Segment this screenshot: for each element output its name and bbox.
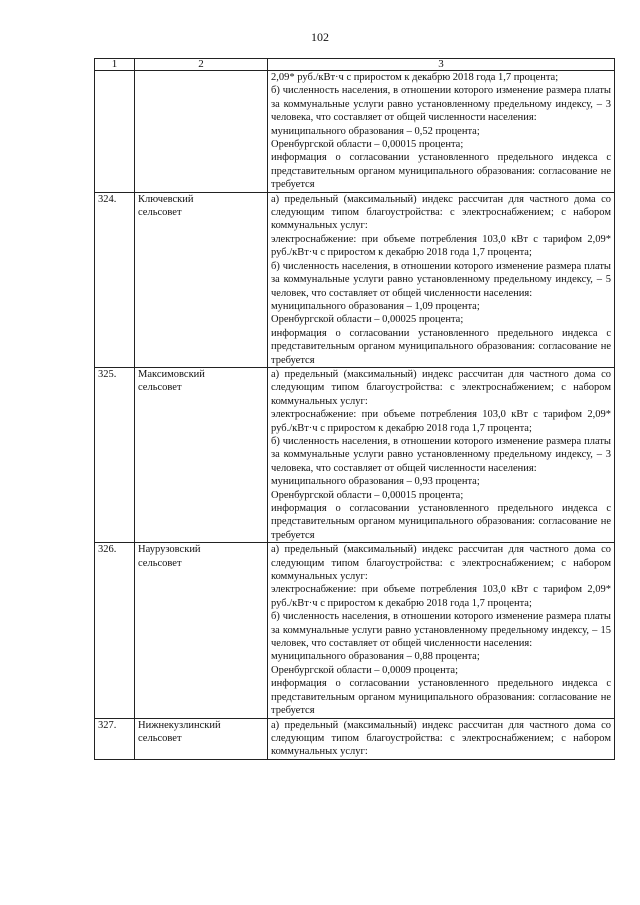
index-description xyxy=(268,71,615,193)
municipality-name-line: сельсовет xyxy=(138,207,182,219)
description-paragraph: б) численность населения, в отношении которого изменение размера платы за коммунальные услуги равно установленному предельному индексу, – 3 человека, что составляет от общей численности населения: xyxy=(271,85,611,124)
row-number xyxy=(95,71,135,193)
description-paragraph: муниципального образования – 0,93 процента; xyxy=(271,476,480,488)
municipality-name-line: сельсовет xyxy=(138,557,182,569)
table-row xyxy=(95,192,615,367)
row-number: 327. xyxy=(95,718,135,759)
description-paragraph: электроснабжение: при объеме потребления 103,0 кВт с тарифом 2,09* руб./кВт·ч с приростом к декабрю 2018 года 1,7 процента; xyxy=(271,233,611,259)
municipality-name-line: Наурузовский xyxy=(138,544,201,556)
municipality-name-line: сельсовет xyxy=(138,382,182,394)
description-paragraph: Оренбургской области – 0,00015 процента; xyxy=(271,139,464,151)
description-paragraph: информация о согласовании установленного предельного индекса с представительным органом муниципального образования: согласование не требуется xyxy=(271,152,611,191)
description-paragraph: Оренбургской области – 0,00015 процента; xyxy=(271,489,464,501)
description-paragraph: электроснабжение: при объеме потребления 103,0 кВт с тарифом 2,09* руб./кВт·ч с приростом к декабрю 2018 года 1,7 процента; xyxy=(271,584,611,609)
table-row xyxy=(95,543,615,718)
index-description xyxy=(268,718,615,759)
page-number: 102 xyxy=(311,30,329,44)
municipality-name xyxy=(135,192,268,367)
description-paragraph: б) численность населения, в отношении которого изменение размера платы за коммунальные услуги равно установленному предельному индексу, – 3 человека, что составляет от общей численности населения: xyxy=(271,435,611,474)
description-paragraph: информация о согласовании установленного предельного индекса с представительным органом муниципального образования: согласование не требуется xyxy=(271,503,611,541)
municipality-name xyxy=(135,71,268,193)
column-header-name: 2 xyxy=(135,59,268,71)
municipality-name-line: Ключевский xyxy=(138,193,194,205)
table-body xyxy=(95,71,615,760)
description-paragraph: Оренбургской области – 0,0009 процента; xyxy=(271,664,458,676)
municipality-name xyxy=(135,543,268,718)
description-paragraph: б) численность населения, в отношении которого изменение размера платы за коммунальные услуги равно установленному предельному индексу, – 15 человек, что составляет от общей численности населения: xyxy=(271,611,611,650)
description-paragraph: электроснабжение: при объеме потребления 103,0 кВт с тарифом 2,09* руб./кВт·ч с приростом к декабрю 2018 года 1,7 процента; xyxy=(271,409,611,434)
column-header-number: 1 xyxy=(95,59,135,71)
description-paragraph: а) предельный (максимальный) индекс рассчитан для частного дома со следующим типом благоустройства: с электроснабжением; с набором коммунальных услуг: xyxy=(271,719,611,758)
table-row xyxy=(95,71,615,193)
table-row xyxy=(95,367,615,542)
row-number: 326. xyxy=(95,543,135,718)
description-paragraph: б) численность населения, в отношении которого изменение размера платы за коммунальные услуги равно установленному предельному индексу, – 5 человек, что составляет от общей численности населения: xyxy=(271,260,611,299)
description-paragraph: информация о согласовании установленного предельного индекса с представительным органом муниципального образования: согласование не требуется xyxy=(271,327,611,366)
column-header-description: 3 xyxy=(268,59,615,71)
data-table xyxy=(94,58,615,760)
description-paragraph: а) предельный (максимальный) индекс рассчитан для частного дома со следующим типом благоустройства: с электроснабжением; с набором коммунальных услуг: xyxy=(271,544,611,583)
description-paragraph: муниципального образования – 1,09 процента; xyxy=(271,300,480,312)
municipality-name xyxy=(135,718,268,759)
index-description xyxy=(268,192,615,367)
description-paragraph: муниципального образования – 0,52 процента; xyxy=(271,125,480,137)
row-number: 325. xyxy=(95,367,135,542)
municipality-name-line: Нижнекузлинский xyxy=(138,719,221,731)
index-description xyxy=(268,543,615,718)
table-row xyxy=(95,718,615,759)
municipality-name-line: сельсовет xyxy=(138,732,182,744)
description-paragraph: информация о согласовании установленного предельного индекса с представительным органом муниципального образования: согласование не требуется xyxy=(271,678,611,717)
description-paragraph: 2,09* руб./кВт·ч с приростом к декабрю 2018 года 1,7 процента; xyxy=(271,72,559,83)
index-description xyxy=(268,367,615,542)
table-header-row xyxy=(95,59,615,71)
municipality-name-line: Максимовский xyxy=(138,368,205,380)
description-paragraph: Оренбургской области – 0,00025 процента; xyxy=(271,314,464,326)
municipality-name xyxy=(135,367,268,542)
description-paragraph: муниципального образования – 0,88 процента; xyxy=(271,651,480,663)
description-paragraph: а) предельный (максимальный) индекс рассчитан для частного дома со следующим типом благоустройства: с электроснабжением; с набором коммунальных услуг: xyxy=(271,368,611,407)
row-number: 324. xyxy=(95,192,135,367)
description-paragraph: а) предельный (максимальный) индекс рассчитан для частного дома со следующим типом благоустройства: с электроснабжением; с набором коммунальных услуг: xyxy=(271,193,611,232)
